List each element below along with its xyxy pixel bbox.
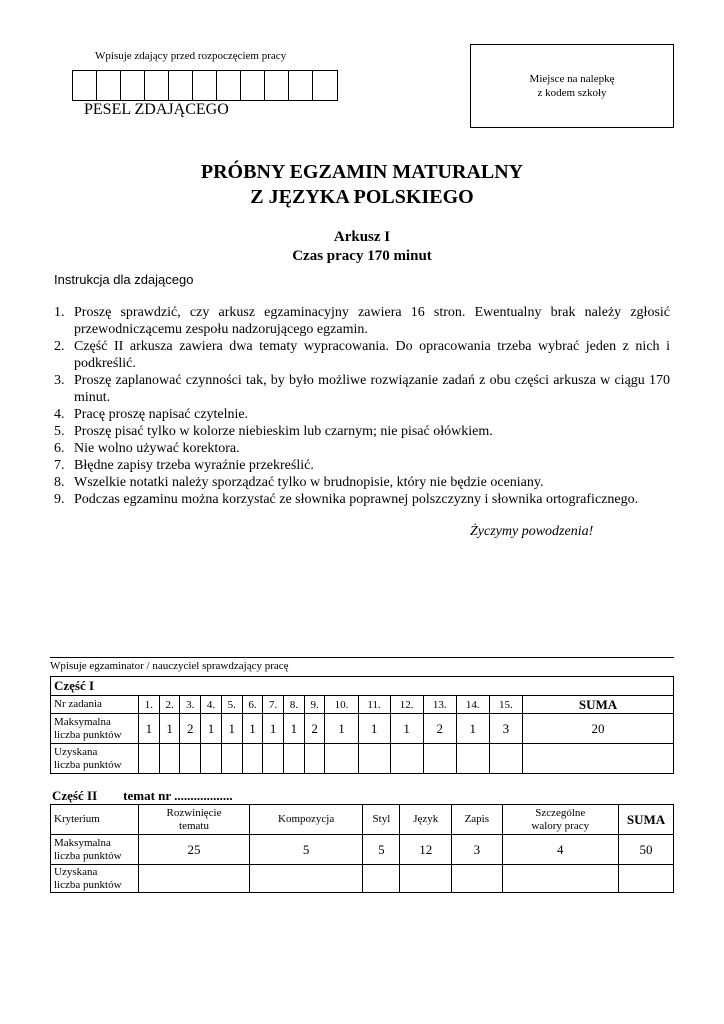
obtained-points-cell[interactable]	[159, 744, 180, 774]
instruction-number: 6.	[54, 441, 65, 456]
obtained-points-cell-2[interactable]	[502, 865, 618, 893]
pesel-digit-box[interactable]	[313, 71, 337, 100]
pesel-digit-box[interactable]	[289, 71, 313, 100]
criterion-header: Kompozycja	[249, 805, 362, 835]
grader-note: Wpisuje egzaminator / nauczyciel sprawdzający pracę	[50, 657, 674, 672]
pesel-digit-box[interactable]	[145, 71, 169, 100]
task-number: 6.	[242, 696, 263, 714]
max-sum-cell-2: 50	[619, 835, 674, 865]
instruction-item	[54, 474, 670, 491]
criterion-header: Język	[400, 805, 452, 835]
pesel-digit-box[interactable]	[121, 71, 145, 100]
criterion-header: Szczególne walory pracy	[502, 805, 618, 835]
pesel-note: Wpisuje zdający przed rozpoczęciem pracy	[95, 50, 287, 62]
obtained-points-cell[interactable]	[456, 744, 489, 774]
task-number-label: Nr zadania	[51, 696, 139, 714]
instruction-item	[54, 372, 670, 406]
obtained-points-cell[interactable]	[390, 744, 423, 774]
max-points-cell-2: 12	[400, 835, 452, 865]
max-points-label-2: Maksymalna liczba punktów	[51, 835, 139, 865]
instruction-item	[54, 304, 670, 338]
exam-title-line2: Z JĘZYKA POLSKIEGO	[250, 186, 474, 208]
task-number: 3.	[180, 696, 201, 714]
instruction-number: 8.	[54, 475, 65, 490]
task-number: 5.	[221, 696, 242, 714]
task-number: 1.	[139, 696, 160, 714]
pesel-digit-box[interactable]	[193, 71, 217, 100]
pesel-digit-box[interactable]	[97, 71, 121, 100]
instruction-number: 1.	[54, 305, 65, 320]
part1-score-table	[50, 676, 674, 774]
task-number: 14.	[456, 696, 489, 714]
max-points-cell: 1	[201, 714, 222, 744]
max-points-cell-2: 4	[502, 835, 618, 865]
obtained-sum-cell[interactable]	[523, 744, 674, 774]
school-sticker-line1: Miejsce na nalepkę	[529, 73, 615, 85]
max-points-cell: 1	[242, 714, 263, 744]
instruction-text: Proszę sprawdzić, czy arkusz egzaminacyjny zawiera 16 stron. Ewentualny brak należy zgłosić przewodniczącemu zespołu nadzorującego egzamin.	[74, 305, 670, 337]
max-points-cell-2: 5	[249, 835, 362, 865]
task-number: 7.	[263, 696, 284, 714]
max-points-cell: 3	[489, 714, 522, 744]
instruction-text: Część II arkusza zawiera dwa tematy wypracowania. Do opracowania trzeba wybrać jeden z nich i podkreślić.	[74, 339, 670, 371]
max-points-cell: 1	[159, 714, 180, 744]
task-number: 11.	[358, 696, 390, 714]
obtained-points-cell-2[interactable]	[139, 865, 250, 893]
obtained-points-cell[interactable]	[242, 744, 263, 774]
task-number: 2.	[159, 696, 180, 714]
obtained-points-cell[interactable]	[325, 744, 358, 774]
criterion-label: Kryterium	[51, 805, 139, 835]
instruction-text: Pracę proszę napisać czytelnie.	[74, 407, 249, 422]
part2-title: Część II temat nr ..................	[52, 788, 233, 803]
obtained-points-label-2: Uzyskana liczba punktów	[51, 865, 139, 893]
max-points-cell: 2	[304, 714, 325, 744]
criterion-header: Rozwinięcie tematu	[139, 805, 250, 835]
pesel-digit-box[interactable]	[73, 71, 97, 100]
instruction-number: 5.	[54, 424, 65, 439]
instruction-number: 2.	[54, 339, 65, 354]
max-points-cell: 1	[221, 714, 242, 744]
obtained-points-cell[interactable]	[263, 744, 284, 774]
obtained-points-cell[interactable]	[423, 744, 456, 774]
obtained-sum-cell-2[interactable]	[619, 865, 674, 893]
instruction-text: Wszelkie notatki należy sporządzać tylko w brudnopisie, który nie będzie oceniany.	[74, 475, 544, 490]
obtained-points-cell[interactable]	[139, 744, 160, 774]
obtained-points-cell[interactable]	[284, 744, 305, 774]
instruction-item	[54, 338, 670, 372]
max-points-cell: 2	[423, 714, 456, 744]
task-number: 12.	[390, 696, 423, 714]
instructions-list	[54, 304, 670, 508]
school-sticker-line2: z kodem szkoły	[537, 87, 607, 99]
instruction-number: 9.	[54, 492, 65, 507]
instruction-item	[54, 491, 670, 508]
max-points-cell-2: 3	[452, 835, 502, 865]
part2-score-table	[50, 804, 674, 893]
instruction-item	[54, 406, 670, 423]
instruction-item	[54, 440, 670, 457]
max-points-cell: 1	[325, 714, 358, 744]
obtained-points-cell-2[interactable]	[400, 865, 452, 893]
school-sticker-box	[470, 44, 674, 128]
part2-topic: temat nr ..................	[123, 788, 233, 803]
max-sum-cell: 20	[523, 714, 674, 744]
instruction-text: Podczas egzaminu można korzystać ze słownika poprawnej polszczyzny i słownika ortograficznego.	[74, 492, 639, 507]
task-number: 8.	[284, 696, 305, 714]
obtained-points-cell[interactable]	[201, 744, 222, 774]
obtained-points-cell-2[interactable]	[363, 865, 400, 893]
max-points-cell: 1	[358, 714, 390, 744]
obtained-points-label: Uzyskana liczba punktów	[51, 744, 139, 774]
max-points-label: Maksymalna liczba punktów	[51, 714, 139, 744]
instruction-text: Proszę pisać tylko w kolorze niebieskim lub czarnym; nie pisać ołówkiem.	[74, 424, 493, 439]
instruction-text: Błędne zapisy trzeba wyraźnie przekreślić.	[74, 458, 314, 473]
max-points-cell: 1	[263, 714, 284, 744]
max-points-cell-2: 25	[139, 835, 250, 865]
criterion-header: Zapis	[452, 805, 502, 835]
sum-label: SUMA	[523, 696, 674, 714]
pesel-digit-box[interactable]	[265, 71, 289, 100]
obtained-points-cell-2[interactable]	[249, 865, 362, 893]
pesel-digit-box[interactable]	[217, 71, 241, 100]
obtained-points-cell[interactable]	[180, 744, 201, 774]
pesel-digit-box[interactable]	[241, 71, 265, 100]
instruction-text: Proszę zaplanować czynności tak, by było możliwe rozwiązanie zadań z obu części arkusza w ciągu 170 minut.	[74, 373, 670, 405]
instruction-item	[54, 423, 670, 440]
obtained-points-cell-2[interactable]	[452, 865, 502, 893]
time-label: Czas pracy 170 minut	[292, 248, 432, 264]
obtained-points-cell[interactable]	[358, 744, 390, 774]
obtained-points-cell[interactable]	[489, 744, 522, 774]
wish-text: Życzymy powodzenia!	[470, 524, 594, 539]
instruction-number: 3.	[54, 373, 65, 388]
instruction-text: Nie wolno używać korektora.	[74, 441, 240, 456]
pesel-label: PESEL ZDAJĄCEGO	[84, 101, 229, 118]
part1-title: Część I	[51, 677, 674, 696]
instruction-number: 4.	[54, 407, 65, 422]
max-points-cell: 2	[180, 714, 201, 744]
task-number: 4.	[201, 696, 222, 714]
instructions-heading: Instrukcja dla zdającego	[54, 272, 194, 287]
exam-title-line1: PRÓBNY EGZAMIN MATURALNY	[200, 161, 524, 183]
criterion-header: Styl	[363, 805, 400, 835]
instruction-number: 7.	[54, 458, 65, 473]
task-number: 9.	[304, 696, 325, 714]
task-number: 13.	[423, 696, 456, 714]
pesel-digit-box[interactable]	[169, 71, 193, 100]
obtained-points-cell[interactable]	[304, 744, 325, 774]
max-points-cell: 1	[390, 714, 423, 744]
task-number: 10.	[325, 696, 358, 714]
max-points-cell: 1	[284, 714, 305, 744]
instruction-item	[54, 457, 670, 474]
sum-label-2: SUMA	[619, 805, 674, 835]
sheet-label: Arkusz I	[333, 229, 391, 245]
max-points-cell: 1	[456, 714, 489, 744]
task-number: 15.	[489, 696, 522, 714]
obtained-points-cell[interactable]	[221, 744, 242, 774]
max-points-cell: 1	[139, 714, 160, 744]
max-points-cell-2: 5	[363, 835, 400, 865]
pesel-input-boxes[interactable]	[72, 70, 338, 101]
